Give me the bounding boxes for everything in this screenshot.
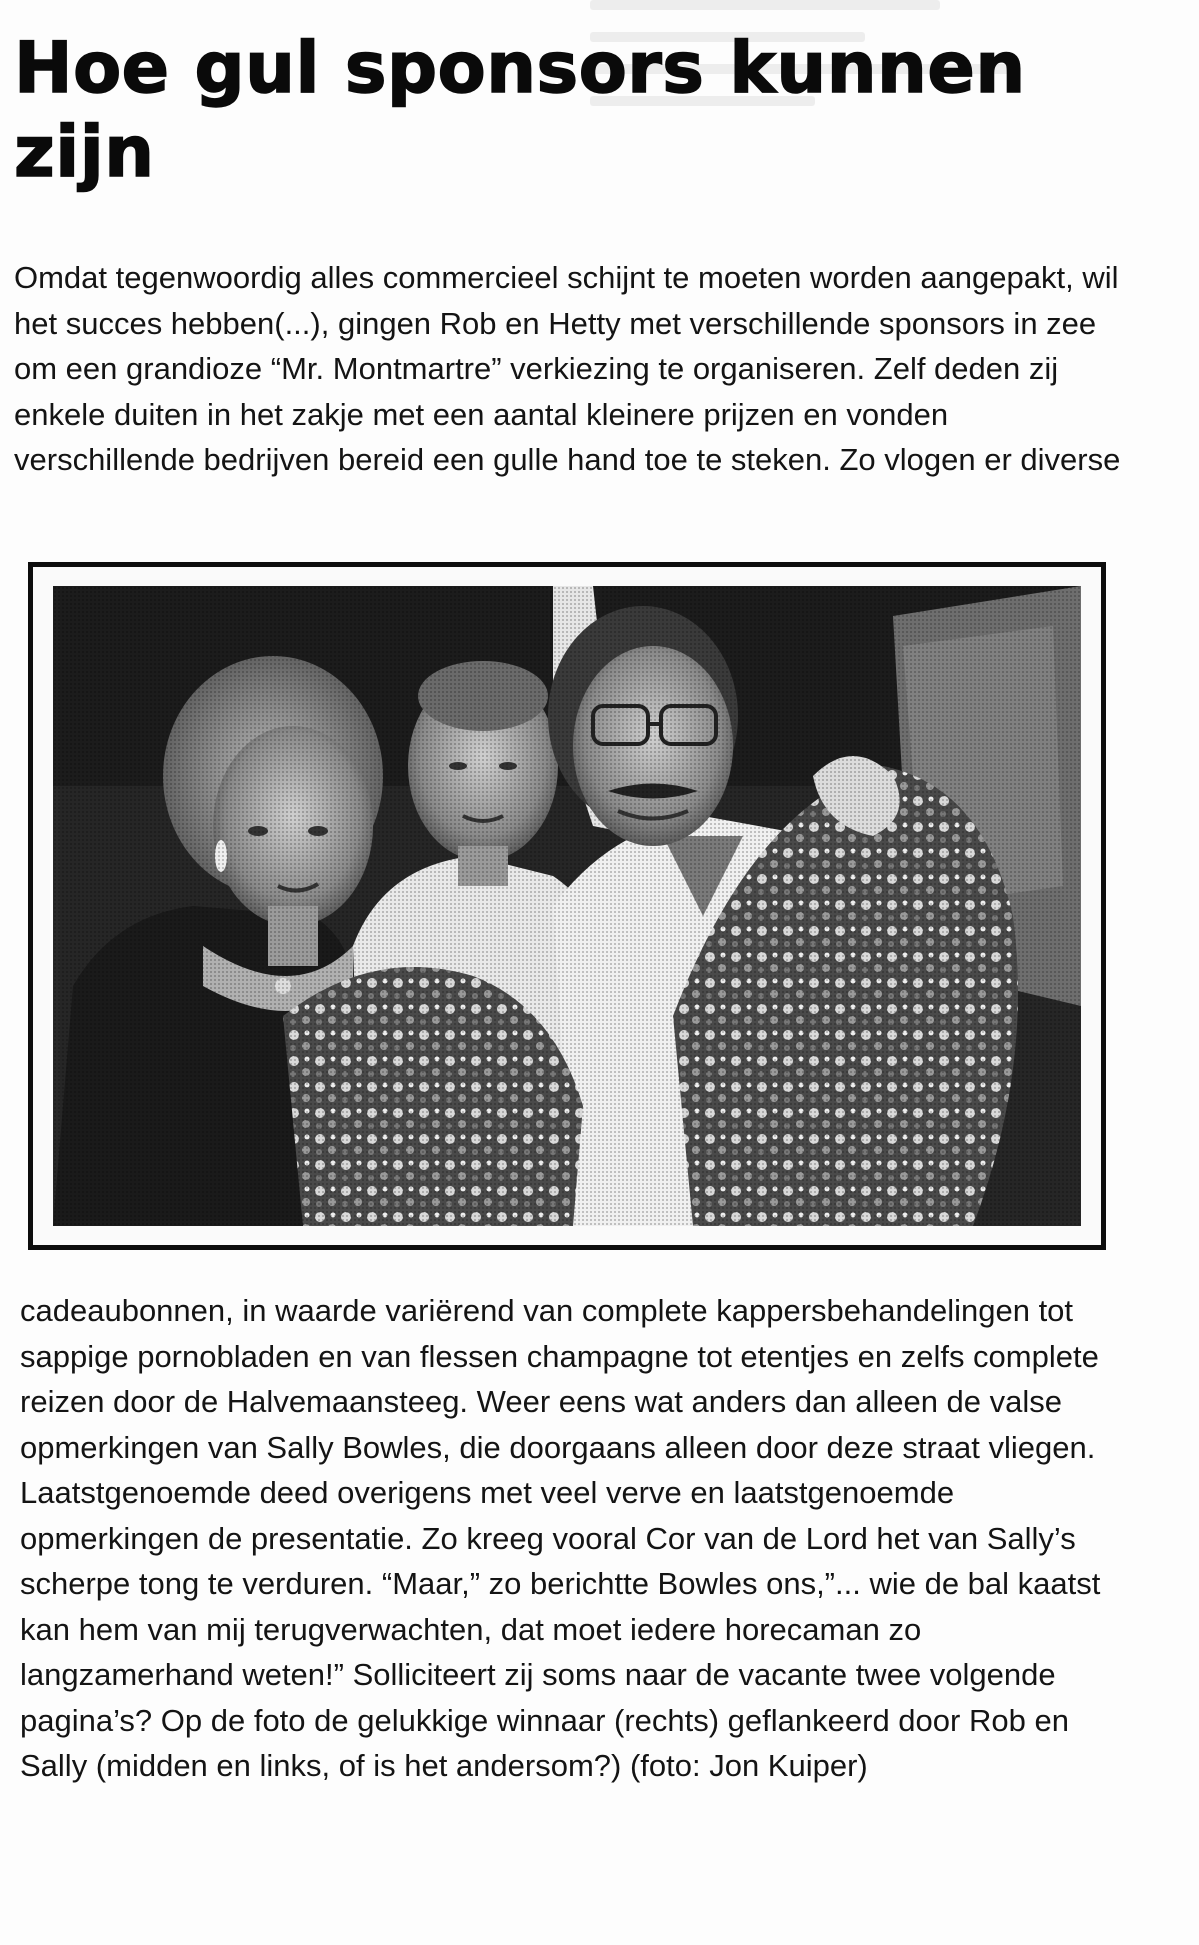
photo-frame: [28, 562, 1106, 1250]
article-photo: [53, 586, 1081, 1226]
article-paragraph-continued: cadeaubonnen, in waarde variërend van complete kappersbehandelingen tot sappige pornobladen en van flessen champagne tot etentjes en zelfs complete reizen door de Halvemaansteeg. Weer eens wat anders dan alleen de valse opmerkingen van Sally Bowles, die doorgaans alleen door deze straat vliegen. Laatstgenoemde deed overigens met veel verve en laatstgenoemde opmerkingen de presentatie. Zo kreeg vooral Cor van de Lord het van Sally’s scherpe tong te verduren. “Maar,” zo berichtte Bowles ons,”... wie de bal kaatst kan hem van mij terugverwachten, dat moet iedere horecaman zo langzamerhand weten!” Solliciteert zij soms naar de vacante twee volgende pagina’s? Op de foto de gelukkige winnaar (rechts) geflankeerd door Rob en Sally (midden en links, of is het andersom?) (foto: Jon Kuiper): [20, 1293, 1101, 1783]
article-headline: Hoe gul sponsors kunnen zijn: [14, 27, 1026, 193]
article-paragraph-intro: Omdat tegenwoordig alles commercieel schijnt te moeten worden aangepakt, wil het succes hebben(...), gingen Rob en Hetty met verschillende sponsors in zee om een grandioze “Mr. Montmartre” verkiezing te organiseren. Zelf deden zij enkele duiten in het zakje met een aantal kleinere prijzen en vonden verschillende bedrijven bereid een gulle hand toe te steken. Zo vlogen er diverse: [14, 260, 1121, 477]
